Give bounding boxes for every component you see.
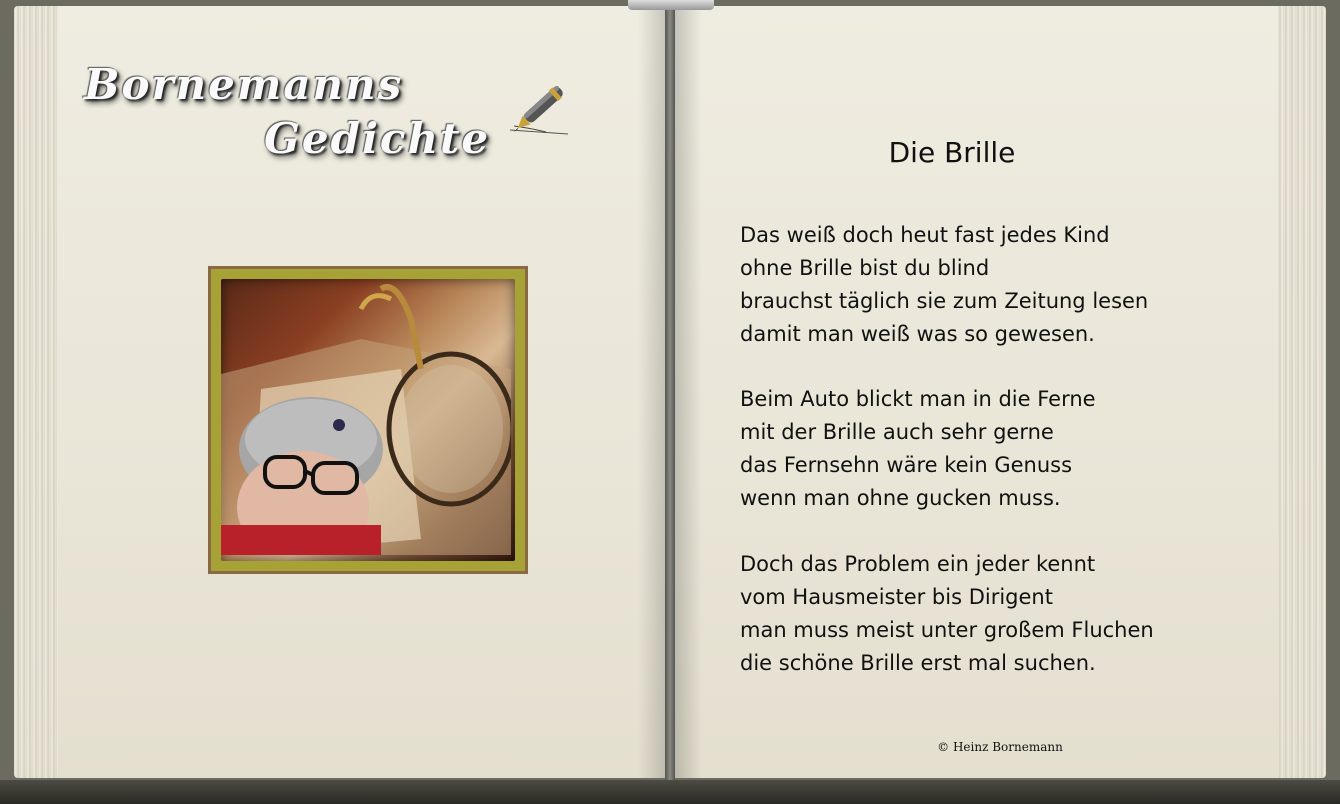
brand-title-line2: Gedichte	[264, 114, 491, 163]
poem-line: Beim Auto blickt man in die Ferne	[740, 387, 1096, 411]
poem-line: man muss meist unter großem Fluchen	[740, 618, 1154, 642]
photo-mat	[211, 269, 525, 571]
poem-line: die schöne Brille erst mal suchen.	[740, 651, 1096, 675]
poem-line: Das weiß doch heut fast jedes Kind	[740, 223, 1110, 247]
book-bottom-edge	[0, 780, 1340, 804]
poem-line: mit der Brille auch sehr gerne	[740, 420, 1054, 444]
poem-stanza-1	[740, 219, 1260, 351]
copyright-notice: © Heinz Bornemann	[937, 740, 1063, 754]
portrait-photo	[221, 279, 515, 561]
photo-illustration	[221, 279, 511, 555]
poem-title: Die Brille	[888, 136, 1016, 169]
poem-line: wenn man ohne gucken muss.	[740, 486, 1061, 510]
poem-line: das Fernsehn wäre kein Genuss	[740, 453, 1073, 477]
brand-title-line1: Bornemanns	[84, 60, 404, 109]
book-clip	[628, 0, 714, 10]
book-spine	[665, 0, 675, 790]
poem-line: ohne Brille bist du blind	[740, 256, 990, 280]
poem-line: vom Hausmeister bis Dirigent	[740, 585, 1053, 609]
poem-line: damit man weiß was so gewesen.	[740, 322, 1095, 346]
poem-stanza-3	[740, 548, 1260, 680]
left-page	[14, 6, 668, 778]
fountain-pen-icon	[500, 78, 576, 138]
brand-logo	[84, 52, 504, 162]
poem-line: brauchst täglich sie zum Zeitung lesen	[740, 289, 1149, 313]
poem-line: Doch das Problem ein jeder kennt	[740, 552, 1096, 576]
poem-stanza-2	[740, 383, 1260, 515]
photo-frame	[208, 266, 528, 574]
